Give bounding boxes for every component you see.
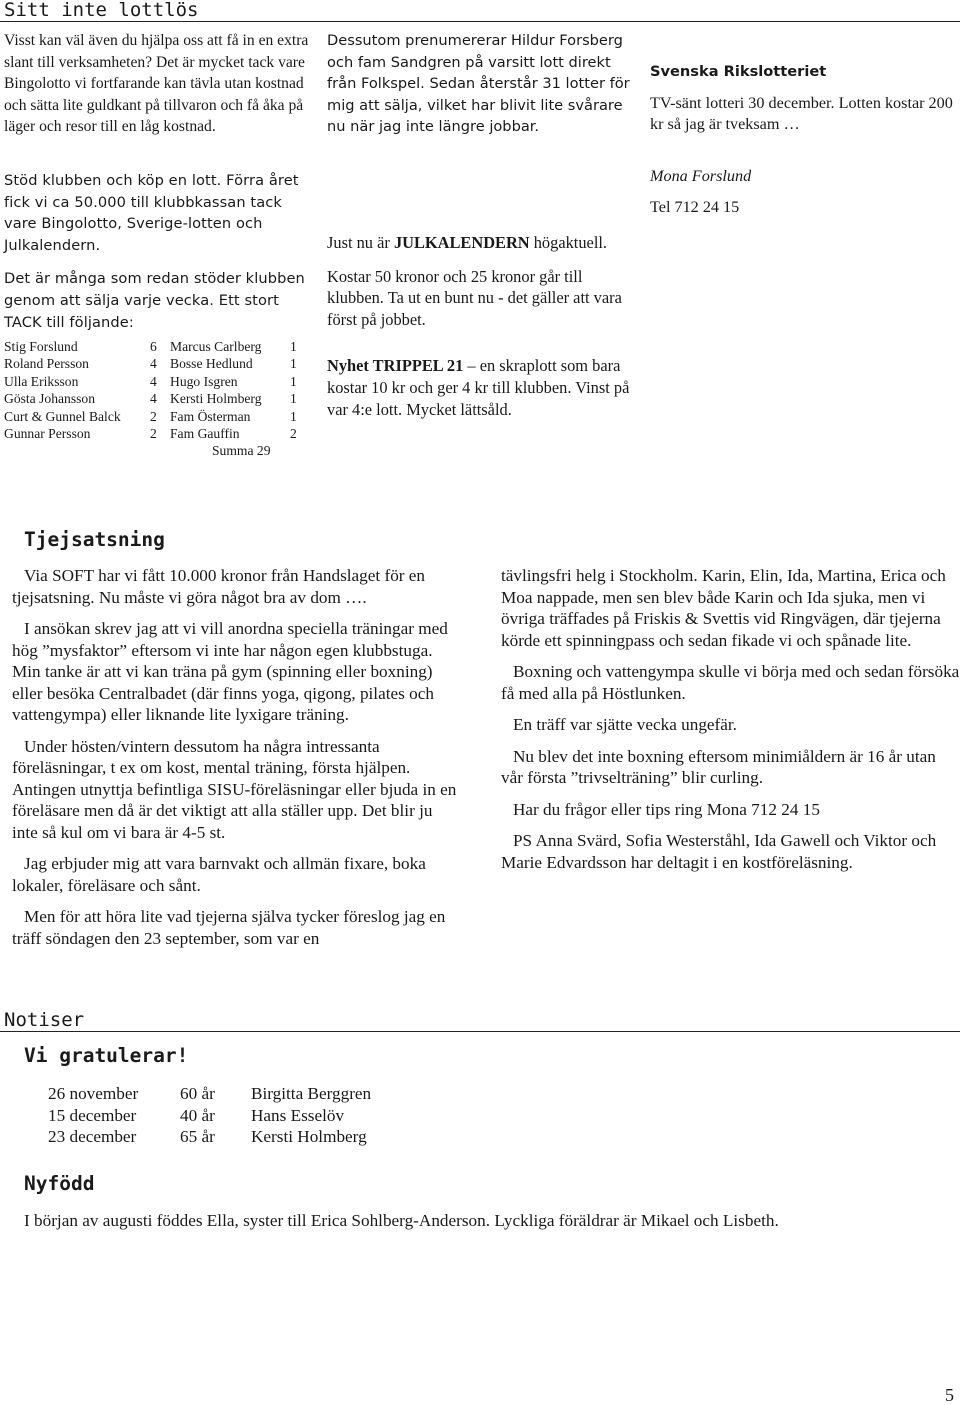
seller-count: 6 — [150, 339, 157, 354]
tjej-paragraph: Via SOFT har vi fått 10.000 kronor från Handslaget för en tjejsatsning. Nu måste vi göra något bra av dom …. — [12, 566, 426, 607]
seller-name: Kersti Holmberg — [170, 391, 262, 407]
tjejsatsning-title: Tjejsatsning — [24, 528, 165, 551]
section-header-lotto — [0, 0, 960, 22]
seller-name: Fam Gauffin — [170, 425, 240, 441]
birthday-age: 60 år — [180, 1084, 215, 1103]
seller-name: Roland Persson — [4, 356, 89, 372]
birthday-name: Hans Esselöv — [251, 1105, 345, 1125]
birthday-name: Kersti Holmberg — [251, 1127, 367, 1146]
seller-name: Stig Forslund — [4, 339, 78, 354]
seller-name: Hugo Isgren — [170, 373, 238, 389]
lotto-column-2 — [327, 30, 635, 138]
birthday-age: 40 år — [180, 1105, 215, 1125]
seller-row — [4, 425, 314, 442]
seller-sum: Summa 29 — [212, 443, 271, 459]
section-header-notiser — [0, 1010, 960, 1032]
rikslotteriet-title: Svenska Rikslotteriet — [650, 63, 827, 80]
julkalender-bold: JULKALENDERN — [393, 233, 530, 252]
lotto-thanks-text: Det är många som redan stöder klubben genom att sälja varje vecka. Ett stort TACK till följande: — [4, 270, 305, 331]
tjej-right-column — [501, 565, 960, 883]
julkalender-price-text: Kostar 50 kronor och 25 kronor går till klubben. Ta ut en bunt nu - det gäller att vara först på jobbet. — [327, 266, 622, 329]
julkalender-text: Just nu är JULKALENDERN högaktuell. — [327, 233, 608, 252]
nyfodd-text: I början av augusti föddes Ella, syster till Erica Sohlberg-Anderson. Lyckliga föräldrar är Mikael och Lisbeth. — [24, 1211, 779, 1230]
birthday-list — [48, 1083, 498, 1148]
birthday-age: 65 år — [180, 1127, 215, 1146]
trippel-text: Nyhet TRIPPEL 21 – en skraplott som bara kostar 10 kr och ger 4 kr till klubben. Vinst på var 4:e lott. Mycket lättsåld. — [327, 356, 630, 419]
rikslotteriet-text: TV-sänt lotteri 30 december. Lotten kostar 200 kr så jag är tveksam … — [650, 94, 953, 133]
birthday-row — [48, 1105, 498, 1127]
tjej-paragraph: Nu blev det inte boxning eftersom minimiåldern är 16 år utan vår första ”trivselträning” blir curling. — [501, 746, 936, 787]
seller-count: 1 — [290, 373, 297, 389]
tjej-left-column — [12, 565, 460, 959]
tjej-paragraph: tävlingsfri helg i Stockholm. Karin, Elin, Ida, Martina, Erica och Moa nappade, men sen blev både Karin och Ida sjuka, men vi övriga träffades på Friskis & Svettis vid Ringvägen, där tjejerna körde ett spinningpass och sedan fikade vi och spånade lite. — [501, 566, 946, 650]
seller-count: 4 — [150, 391, 157, 407]
birthday-name: Birgitta Berggren — [251, 1084, 372, 1103]
nyfodd-title: Nyfödd — [24, 1172, 95, 1195]
seller-count: 2 — [150, 425, 157, 441]
seller-name: Ulla Eriksson — [4, 373, 79, 389]
seller-row — [4, 408, 314, 425]
tjej-paragraph: Boxning och vattengympa skulle vi börja med och sedan försöka få med alla på Höstlunken. — [501, 662, 960, 703]
seller-name: Gösta Johansson — [4, 391, 96, 407]
seller-sum-row — [4, 442, 314, 459]
seller-row — [4, 390, 314, 407]
tjej-paragraph: Men för att höra lite vad tjejerna själva tycker föreslog jag en träff söndagen den 23 september, som var en — [12, 907, 446, 948]
seller-count: 1 — [290, 356, 297, 372]
tjej-paragraph: Jag erbjuder mig att vara barnvakt och allmän fixare, boka lokaler, föreläsare och sånt. — [12, 854, 426, 895]
seller-count: 4 — [150, 373, 157, 389]
seller-row — [4, 373, 314, 390]
tjej-paragraph: Har du frågor eller tips ring Mona 712 24 15 — [513, 799, 820, 819]
seller-count: 2 — [150, 408, 157, 424]
section-title: Notiser — [4, 1009, 85, 1031]
lotto-intro: Visst kan väl även du hjälpa oss att få in en extra slant till verksamheten? Det är mycket tack vare Bingolotto vi fortfarande kan tävla utan kostnad och sätta lite guldkant på tillvaron och få åka på läger och resor till en låg kostnad. — [4, 32, 309, 136]
seller-row — [4, 338, 314, 355]
birthday-date: 26 november — [48, 1084, 139, 1103]
birthday-row — [48, 1083, 498, 1105]
seller-name: Gunnar Persson — [4, 425, 91, 441]
trippel-bold: Nyhet TRIPPEL 21 — [327, 356, 464, 376]
birthday-date: 23 december — [48, 1127, 137, 1146]
seller-name: Fam Österman — [170, 408, 251, 424]
seller-count: 2 — [290, 425, 297, 441]
lotto-column-1-b — [4, 170, 310, 333]
birthday-row — [48, 1126, 498, 1148]
tjej-paragraph: PS Anna Svärd, Sofia Westerståhl, Ida Gawell och Viktor och Marie Edvardsson har deltagit i en kostföreläsning. — [501, 831, 937, 872]
signature: Mona Forslund — [650, 167, 752, 185]
tjej-paragraph: Under hösten/vintern dessutom ha några intressanta föreläsningar, t ex om kost, mental träning, första hjälpen. Antingen utnyttja befintliga SISU-föreläsningar eller bjuda in en föreläsare men då är det viktigt att alla ställer upp. Det blir ju inte så kul om vi bara är 4-5 st. — [12, 736, 457, 842]
lotto-column-3 — [650, 62, 960, 217]
sellers-table — [4, 338, 314, 460]
seller-row — [4, 355, 314, 372]
seller-count: 4 — [150, 356, 157, 372]
seller-name: Curt & Gunnel Balck — [4, 408, 121, 424]
lotto-subscribers-text: Dessutom prenumererar Hildur Forsberg och fam Sandgren på varsitt lott direkt från Folkspel. Sedan återstår 31 lotter för mig att sälja, vilket har blivit lite svårare nu när jag inte längre jobbar. — [327, 32, 630, 136]
phone-number: Tel 712 24 15 — [650, 198, 740, 216]
seller-count: 1 — [290, 408, 297, 424]
section-title: Sitt inte lottlös — [4, 0, 199, 21]
birthday-date: 15 december — [48, 1105, 137, 1125]
tjej-paragraph: I ansökan skrev jag att vi vill anordna speciella träningar med hög ”mysfaktor” eftersom vi inte har någon egen klubbstuga. Min tanke är att vi kan träna på gym (spinning eller boxning) eller besöka Centralbadet (där finns yoga, qigong, pilates och vattengympa) eller liknande lite lyxigare träning. — [12, 619, 448, 724]
tjej-paragraph: En träff var sjätte vecka ungefär. — [513, 715, 737, 734]
seller-name: Marcus Carlberg — [170, 339, 262, 354]
seller-name: Bosse Hedlund — [170, 356, 253, 372]
lotto-column-1 — [4, 30, 310, 148]
page-number: 5 — [945, 1385, 954, 1405]
lotto-support-text: Stöd klubben och köp en lott. Förra året fick vi ca 50.000 till klubbkassan tack vare Bingolotto, Sverige-lotten och Julkalendern. — [4, 172, 299, 254]
seller-count: 1 — [290, 339, 297, 354]
seller-count: 1 — [290, 391, 297, 407]
lotto-column-2-b — [327, 232, 635, 420]
gratulerar-title: Vi gratulerar! — [24, 1044, 189, 1067]
